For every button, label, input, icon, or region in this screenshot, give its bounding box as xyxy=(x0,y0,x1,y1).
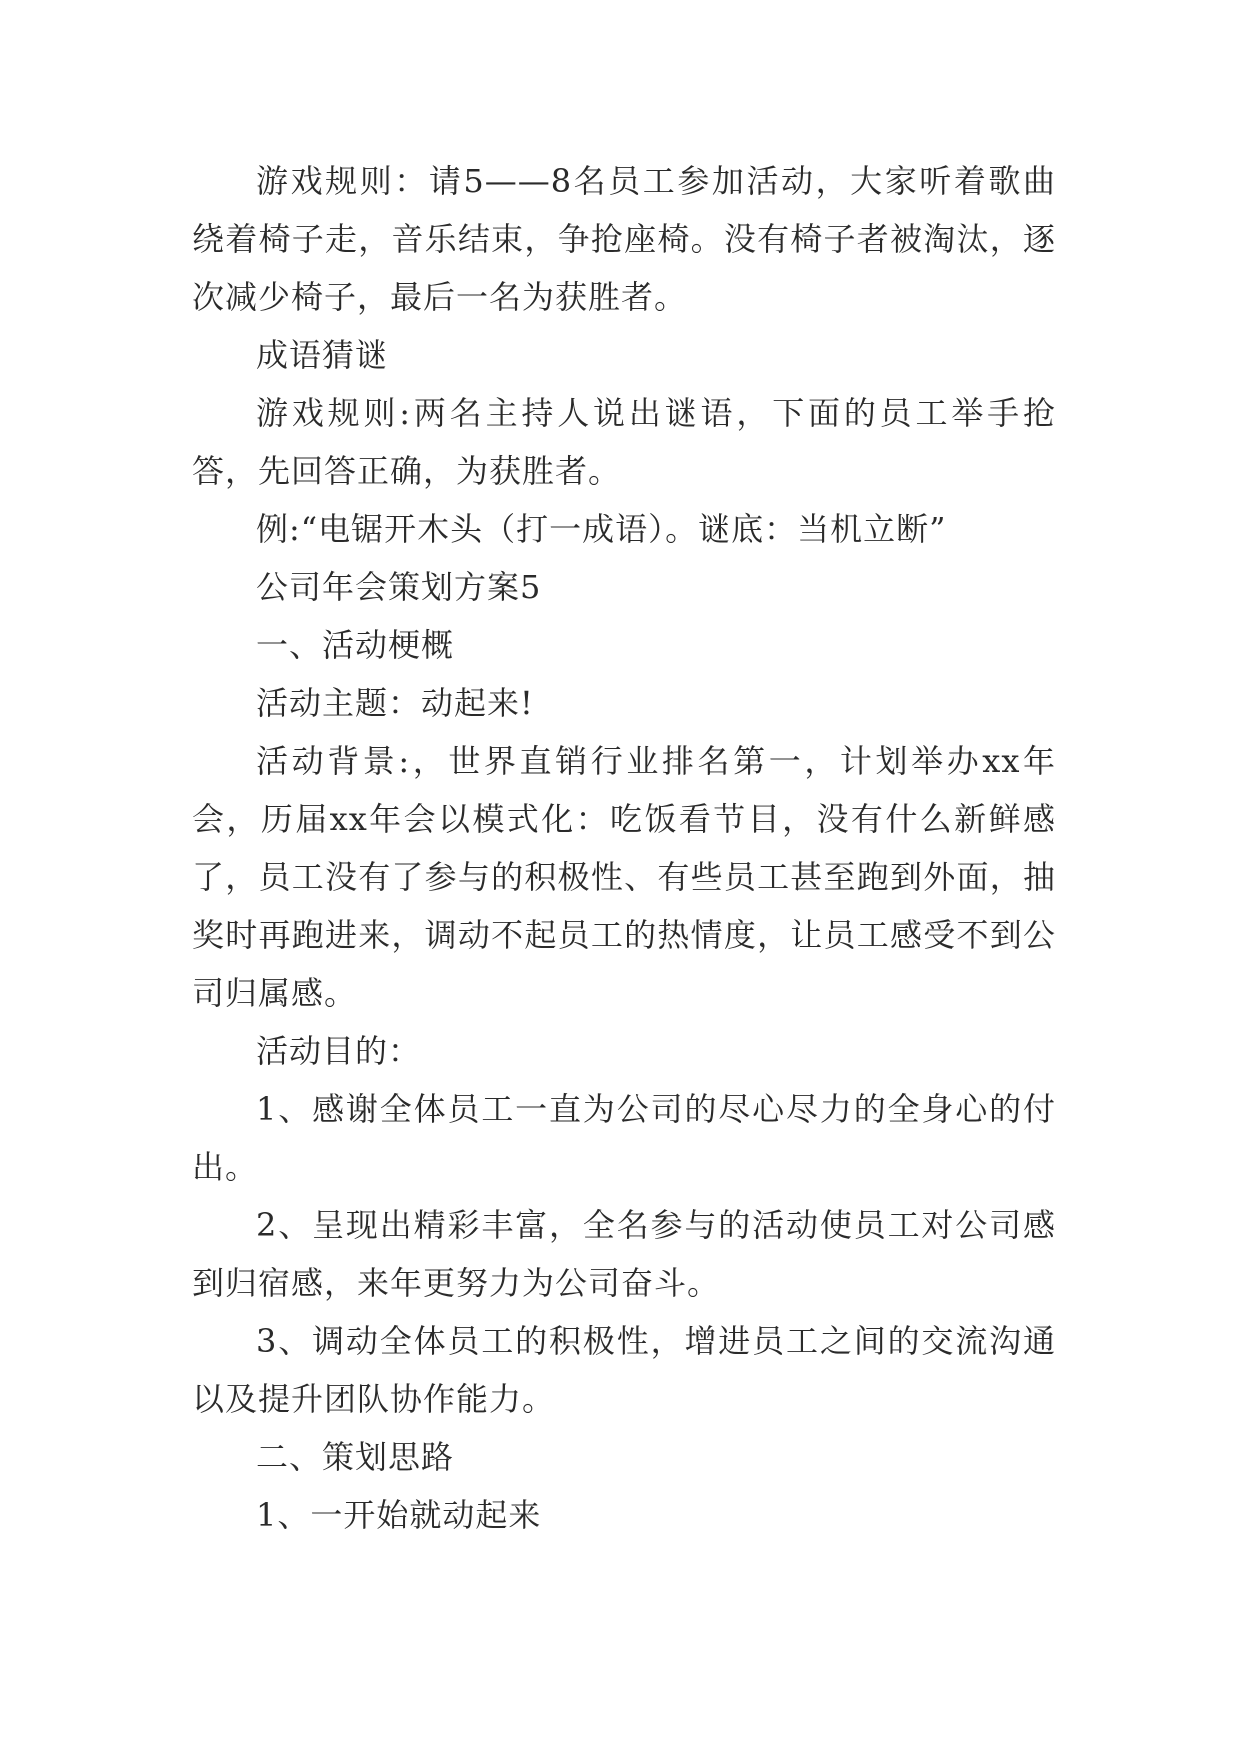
section-heading-overview: 一、活动梗概 xyxy=(256,626,455,664)
paragraph-plan-title: 公司年会策划方案5 xyxy=(256,568,542,606)
paragraph-activity-theme: 活动主题：动起来! xyxy=(256,684,534,722)
list-item-purpose-1: 1、感谢全体员工一直为公司的尽心尽力的全身心的付出。 xyxy=(192,1090,1056,1186)
paragraph-activity-background: 活动背景:，世界直销行业排名第一，计划举办xx年会，历届xx年会以模式化：吃饭看节目，没有什么新鲜感了，员工没有了参与的积极性、有些员工甚至跑到外面，抽奖时再跑进来，调动不起员工的热情度，让员工感受不到公司归属感。 xyxy=(192,742,1056,1012)
list-item-purpose-2: 2、呈现出精彩丰富，全名参与的活动使员工对公司感到归宿感，来年更努力为公司奋斗。 xyxy=(192,1206,1056,1302)
paragraph-game-rules-chairs: 游戏规则：请5——8名员工参加活动，大家听着歌曲绕着椅子走，音乐结束，争抢座椅。没有椅子者被淘汰，逐次减少椅子，最后一名为获胜者。 xyxy=(192,162,1056,316)
paragraph-riddle-example: 例:“电锯开木头（打一成语）。谜底：当机立断” xyxy=(256,510,947,548)
paragraph-game-rules-riddle: 游戏规则:两名主持人说出谜语，下面的员工举手抢答，先回答正确，为获胜者。 xyxy=(192,394,1056,490)
list-item-purpose-3: 3、调动全体员工的积极性，增进员工之间的交流沟通以及提升团队协作能力。 xyxy=(192,1322,1056,1418)
document-body xyxy=(192,152,1056,1544)
list-item-idea-1: 1、一开始就动起来 xyxy=(256,1496,542,1534)
paragraph-idiom-riddle-heading: 成语猜谜 xyxy=(256,336,389,374)
section-heading-planning-ideas: 二、策划思路 xyxy=(256,1438,455,1476)
paragraph-activity-purpose-label: 活动目的： xyxy=(256,1032,422,1070)
